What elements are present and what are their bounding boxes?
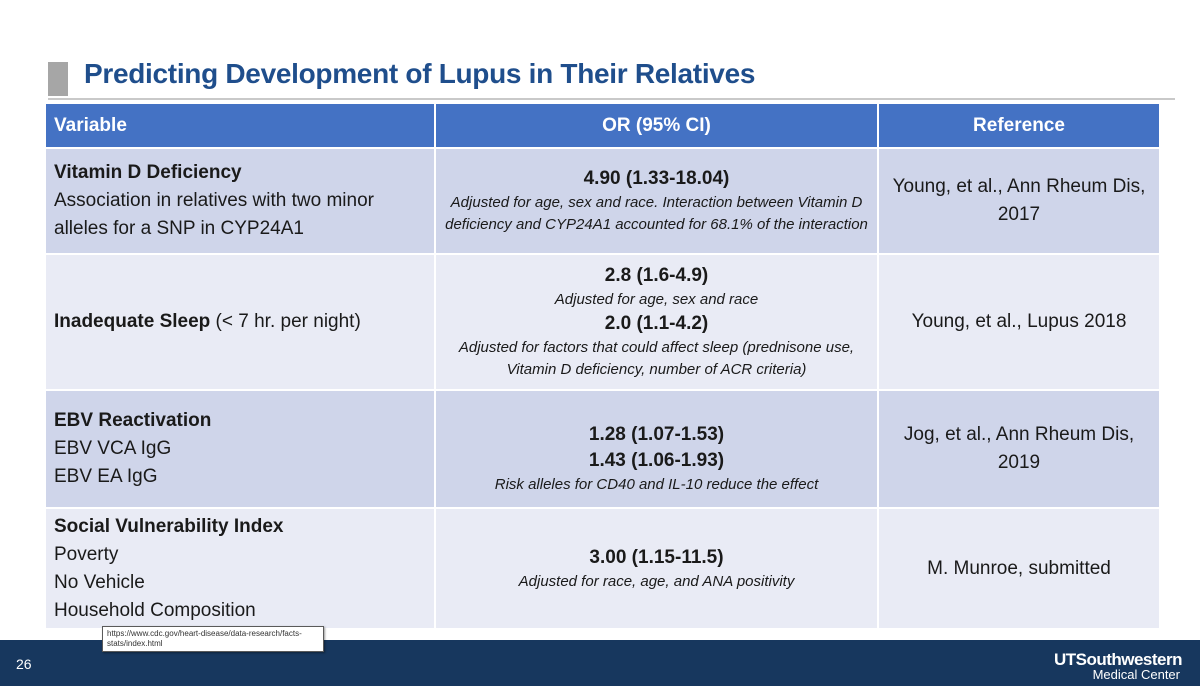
or-note: Adjusted for race, age, and ANA positivity [518,572,795,590]
or-value: 1.43 (1.06-1.93) [588,450,725,471]
or-note: Risk alleles for CD40 and IL-10 reduce the effect [494,476,819,493]
variable-line: alleles for a SNP in CYP24A1 [54,218,304,239]
or-value: 4.90 (1.33-18.04) [583,168,730,189]
utsw-logo: UTSouthwestern [1053,650,1182,669]
or-value: 2.8 (1.6-4.9) [604,265,709,286]
or-value: 3.00 (1.15-11.5) [589,546,724,568]
table-row [46,254,1159,390]
utsw-logo-subtitle: Medical Center [1092,667,1180,682]
variable-line: Poverty [54,543,119,565]
or-note: Adjusted for age, sex and race. Interaction between Vitamin D deficiency and CYP24A1 accounted for 68.1% of the interaction [445,194,868,233]
or-note: Adjusted for factors that could affect sleep (prednisone use, Vitamin D deficiency, number of ACR criteria) [458,339,855,378]
variable-cell [46,148,435,254]
variable-heading: EBV Reactivation [54,410,212,431]
variable-heading-suffix: (< 7 hr. per night) [210,311,361,332]
reference-cell: Young, et al., Lupus 2018 [878,254,1159,390]
table-row [46,508,1159,628]
page-number: 26 [16,656,32,672]
lupus-risk-table [46,104,1159,628]
variable-heading: Social Vulnerability Index [54,515,284,537]
variable-line: EBV VCA IgG [54,438,172,459]
variable-line: Association in relatives with two minor [54,190,374,211]
or-value: 2.0 (1.1-4.2) [604,313,709,334]
variable-line: No Vehicle [54,571,145,593]
or-cell [435,254,878,390]
slide-title: Predicting Development of Lupus in Their Relatives [84,58,756,89]
header-variable: Variable [46,104,435,148]
variable-cell [46,390,435,508]
variable-cell [46,254,435,390]
or-cell [435,148,878,254]
header-reference: Reference [878,104,1159,148]
title-accent-bar [48,62,68,96]
variable-line: EBV EA IgG [54,466,158,487]
variable-heading: Vitamin D Deficiency [54,162,242,183]
table-header-row [46,104,1159,148]
or-cell [435,508,878,628]
or-note: Adjusted for age, sex and race [554,291,759,308]
reference-cell: M. Munroe, submitted [878,508,1159,628]
title-divider [48,98,1175,100]
table-row [46,390,1159,508]
variable-cell [46,508,435,628]
reference-cell: Young, et al., Ann Rheum Dis, 2017 [878,148,1159,254]
variable-heading: Inadequate Sleep [54,311,211,332]
table-row [46,148,1159,254]
or-cell [435,390,878,508]
variable-line: Household Composition [54,599,256,621]
or-value: 1.28 (1.07-1.53) [588,424,725,445]
reference-cell: Jog, et al., Ann Rheum Dis, 2019 [878,390,1159,508]
link-tooltip: https://www.cdc.gov/heart-disease/data-research/facts-stats/index.html [102,626,324,652]
header-or: OR (95% CI) [435,104,878,148]
